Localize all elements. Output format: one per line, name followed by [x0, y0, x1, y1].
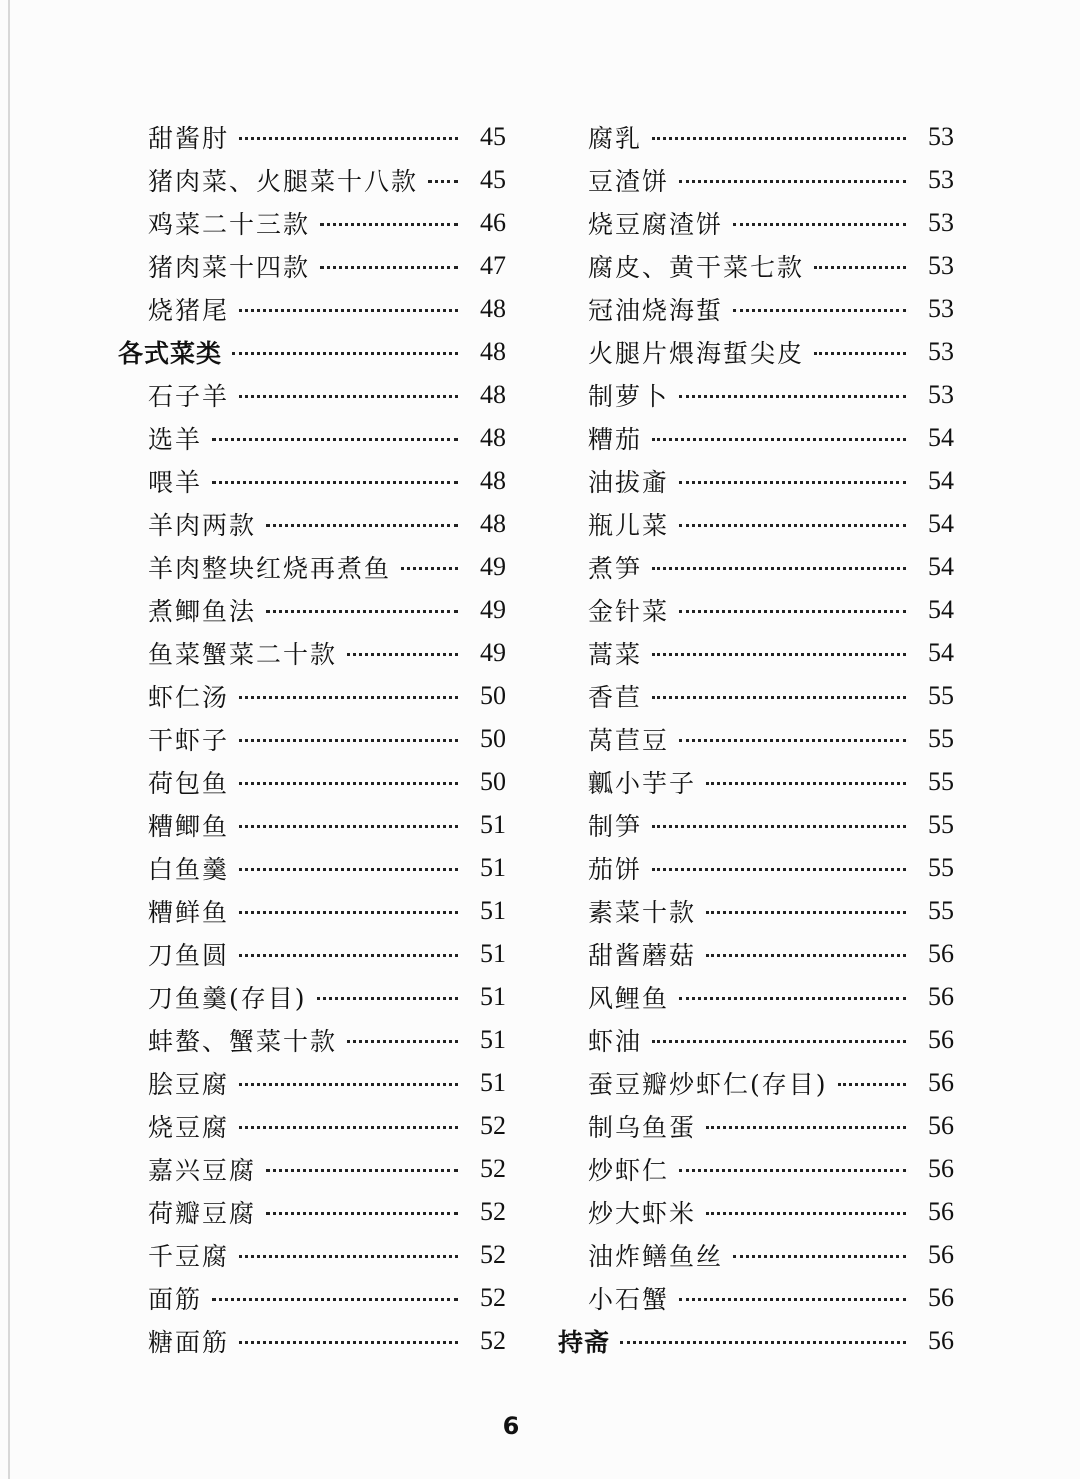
dot-leader	[266, 1169, 458, 1172]
toc-entry-page: 48	[480, 465, 506, 495]
toc-entry-title: 猪肉菜、火腿菜十八款	[148, 166, 419, 196]
dot-leader	[212, 481, 458, 484]
toc-entry-title: 千豆腐	[148, 1241, 230, 1271]
toc-entry-page: 52	[480, 1325, 506, 1355]
toc-entry-page: 51	[480, 938, 506, 968]
toc-entry-page: 52	[480, 1196, 506, 1226]
toc-entry-title: 鸡菜二十三款	[148, 209, 311, 239]
toc-entry-title: 虾仁汤	[148, 682, 230, 712]
toc-entry-page: 55	[928, 766, 954, 796]
dot-leader	[679, 997, 906, 1000]
toc-entry[interactable]	[558, 244, 954, 287]
toc-entry-page: 50	[480, 766, 506, 796]
toc-entry-title: 制萝卜	[588, 381, 670, 411]
toc-entry[interactable]	[118, 1319, 506, 1362]
toc-entry-page: 51	[480, 895, 506, 925]
dot-leader	[239, 954, 458, 957]
toc-entry[interactable]	[118, 889, 506, 932]
toc-entry[interactable]	[118, 1190, 506, 1233]
dot-leader	[679, 481, 906, 484]
toc-entry-title: 瓤小芋子	[588, 768, 697, 798]
toc-entry-title: 猪肉菜十四款	[148, 252, 311, 282]
toc-entry[interactable]	[118, 201, 506, 244]
toc-entry-page: 48	[480, 293, 506, 323]
dot-leader	[679, 739, 906, 742]
dot-leader	[239, 825, 458, 828]
toc-entry-title: 素菜十款	[588, 897, 697, 927]
toc-entry[interactable]	[118, 115, 506, 158]
toc-right-column	[558, 115, 954, 1362]
toc-entry-title: 瓶儿菜	[588, 510, 670, 540]
toc-entry-page: 52	[480, 1153, 506, 1183]
dot-leader	[239, 868, 458, 871]
dot-leader	[733, 309, 906, 312]
toc-entry-title: 蚌螯、蟹菜十款	[148, 1026, 338, 1056]
toc-entry-title: 腐皮、黄干菜七款	[588, 252, 805, 282]
dot-leader	[266, 610, 458, 613]
dot-leader	[239, 137, 458, 140]
dot-leader	[239, 1126, 458, 1129]
toc-entry-title: 干虾子	[148, 725, 230, 755]
dot-leader	[652, 438, 906, 441]
toc-entry-page: 56	[928, 1110, 954, 1140]
toc-entry[interactable]	[558, 115, 954, 158]
toc-entry-page: 48	[480, 336, 506, 366]
dot-leader	[652, 696, 906, 699]
dot-leader	[317, 997, 458, 1000]
toc-entry[interactable]	[558, 1104, 954, 1147]
toc-entry-title: 风鲤鱼	[588, 983, 670, 1013]
toc-entry-title: 鱼菜蟹菜二十款	[148, 639, 338, 669]
dot-leader	[679, 180, 906, 183]
toc-entry[interactable]	[118, 545, 506, 588]
toc-entry-page: 54	[928, 594, 954, 624]
toc-entry-page: 54	[928, 551, 954, 581]
toc-entry[interactable]	[118, 631, 506, 674]
toc-entry-page: 48	[480, 508, 506, 538]
toc-entry-title: 小石蟹	[588, 1284, 670, 1314]
toc-entry[interactable]	[118, 502, 506, 545]
dot-leader	[733, 223, 906, 226]
toc-entry-title: 茄饼	[588, 854, 643, 884]
toc-entry-page: 56	[928, 1153, 954, 1183]
toc-entry[interactable]	[118, 717, 506, 760]
toc-entry-page: 54	[928, 637, 954, 667]
toc-entry[interactable]	[118, 588, 506, 631]
toc-entry[interactable]	[558, 459, 954, 502]
dot-leader	[232, 352, 458, 355]
dot-leader	[212, 1298, 458, 1301]
toc-entry[interactable]	[558, 1233, 954, 1276]
toc-entry[interactable]	[558, 760, 954, 803]
dot-leader	[266, 1212, 458, 1215]
toc-entry[interactable]	[558, 674, 954, 717]
dot-leader	[239, 911, 458, 914]
dot-leader	[838, 1083, 906, 1086]
toc-entry-page: 54	[928, 422, 954, 452]
dot-leader	[652, 567, 906, 570]
toc-entry-page: 49	[480, 551, 506, 581]
toc-entry-page: 51	[480, 852, 506, 882]
toc-entry-title: 莴苣豆	[588, 725, 670, 755]
toc-entry-title: 持斋	[558, 1327, 611, 1357]
toc-entry-page: 56	[928, 1282, 954, 1312]
toc-entry[interactable]	[558, 717, 954, 760]
toc-entry-page: 55	[928, 895, 954, 925]
dot-leader	[320, 266, 458, 269]
dot-leader	[706, 782, 906, 785]
toc-entry[interactable]	[118, 760, 506, 803]
page-number: 6	[502, 1412, 520, 1440]
dot-leader	[401, 567, 458, 570]
toc-entry[interactable]	[558, 1276, 954, 1319]
toc-entry-title: 糟茄	[588, 424, 643, 454]
toc-entry-title: 脍豆腐	[148, 1069, 230, 1099]
toc-entry[interactable]	[558, 545, 954, 588]
toc-entry-title: 烧豆腐渣饼	[588, 209, 724, 239]
toc-entry[interactable]	[118, 1147, 506, 1190]
toc-entry-page: 47	[480, 250, 506, 280]
toc-entry-page: 51	[480, 981, 506, 1011]
toc-entry[interactable]	[558, 932, 954, 975]
toc-entry-title: 金针菜	[588, 596, 670, 626]
toc-entry[interactable]	[118, 287, 506, 330]
toc-entry[interactable]	[558, 631, 954, 674]
dot-leader	[706, 954, 906, 957]
dot-leader	[320, 223, 458, 226]
toc-entry[interactable]	[558, 803, 954, 846]
dot-leader	[620, 1341, 906, 1344]
toc-entry-title: 制笋	[588, 811, 643, 841]
toc-entry-title: 糟鲜鱼	[148, 897, 230, 927]
toc-entry-title: 烧豆腐	[148, 1112, 230, 1142]
toc-entry-page: 53	[928, 293, 954, 323]
dot-leader	[679, 395, 906, 398]
toc-entry[interactable]	[558, 416, 954, 459]
toc-entry[interactable]	[558, 846, 954, 889]
toc-entry-page: 50	[480, 680, 506, 710]
toc-entry-title: 选羊	[148, 424, 203, 454]
toc-entry-title: 各式菜类	[118, 338, 223, 368]
dot-leader	[239, 782, 458, 785]
toc-entry-title: 蒿菜	[588, 639, 643, 669]
toc-entry-title: 腐乳	[588, 123, 643, 153]
toc-entry-title: 石子羊	[148, 381, 230, 411]
toc-entry-page: 55	[928, 680, 954, 710]
dot-leader	[239, 1255, 458, 1258]
toc-entry-page: 53	[928, 164, 954, 194]
toc-entry-title: 煮鲫鱼法	[148, 596, 257, 626]
toc-entry-title: 羊肉两款	[148, 510, 257, 540]
toc-entry-page: 53	[928, 121, 954, 151]
toc-entry-page: 51	[480, 809, 506, 839]
toc-entry[interactable]	[118, 975, 506, 1018]
toc-entry-title: 荷包鱼	[148, 768, 230, 798]
toc-category-entry[interactable]	[558, 1319, 954, 1362]
dot-leader	[239, 739, 458, 742]
toc-entry-page: 55	[928, 723, 954, 753]
toc-entry[interactable]	[558, 330, 954, 373]
toc-entry-title: 香苣	[588, 682, 643, 712]
toc-entry-title: 制乌鱼蛋	[588, 1112, 697, 1142]
toc-entry[interactable]	[558, 889, 954, 932]
dot-leader	[212, 438, 458, 441]
dot-leader	[239, 309, 458, 312]
toc-entry[interactable]	[558, 1061, 954, 1104]
toc-entry-page: 53	[928, 336, 954, 366]
dot-leader	[239, 395, 458, 398]
toc-entry-page: 56	[928, 1196, 954, 1226]
toc-entry-page: 54	[928, 508, 954, 538]
toc-entry-title: 豆渣饼	[588, 166, 670, 196]
toc-entry-title: 油拔齑	[588, 467, 670, 497]
dot-leader	[706, 1126, 906, 1129]
dot-leader	[652, 1040, 906, 1043]
toc-entry-title: 面筋	[148, 1284, 203, 1314]
toc-entry[interactable]	[558, 373, 954, 416]
dot-leader	[347, 653, 458, 656]
toc-entry-title: 炒虾仁	[588, 1155, 670, 1185]
toc-entry[interactable]	[558, 287, 954, 330]
toc-entry-title: 冠油烧海蜇	[588, 295, 724, 325]
toc-entry[interactable]	[118, 416, 506, 459]
dot-leader	[814, 266, 906, 269]
toc-entry[interactable]	[558, 1018, 954, 1061]
toc-entry-page: 52	[480, 1239, 506, 1269]
toc-entry[interactable]	[118, 1018, 506, 1061]
toc-entry-title: 火腿片煨海蜇尖皮	[588, 338, 805, 368]
dot-leader	[679, 524, 906, 527]
toc-entry-page: 56	[928, 1239, 954, 1269]
toc-entry[interactable]	[118, 846, 506, 889]
toc-entry-title: 荷瓣豆腐	[148, 1198, 257, 1228]
toc-entry[interactable]	[118, 932, 506, 975]
toc-entry[interactable]	[558, 1147, 954, 1190]
dot-leader	[706, 911, 906, 914]
dot-leader	[706, 1212, 906, 1215]
page-edge-line	[8, 0, 10, 1479]
dot-leader	[652, 868, 906, 871]
toc-entry[interactable]	[118, 373, 506, 416]
dot-leader	[239, 1083, 458, 1086]
dot-leader	[652, 653, 906, 656]
toc-entry-title: 糖面筋	[148, 1327, 230, 1357]
toc-entry-page: 55	[928, 809, 954, 839]
toc-entry[interactable]	[118, 803, 506, 846]
dot-leader	[266, 524, 458, 527]
dot-leader	[679, 1169, 906, 1172]
dot-leader	[428, 180, 458, 183]
toc-entry-page: 56	[928, 981, 954, 1011]
toc-entry-title: 羊肉整块红烧再煮鱼	[148, 553, 392, 583]
toc-entry-title: 蚕豆瓣炒虾仁(存目)	[588, 1069, 828, 1099]
toc-entry-page: 53	[928, 207, 954, 237]
toc-entry-page: 55	[928, 852, 954, 882]
toc-entry-page: 51	[480, 1024, 506, 1054]
toc-entry-title: 甜酱肘	[148, 123, 230, 153]
toc-entry[interactable]	[558, 158, 954, 201]
toc-entry[interactable]	[558, 975, 954, 1018]
dot-leader	[239, 1341, 458, 1344]
toc-entry[interactable]	[118, 158, 506, 201]
toc-entry[interactable]	[118, 459, 506, 502]
dot-leader	[347, 1040, 458, 1043]
toc-entry[interactable]	[118, 674, 506, 717]
toc-entry-page: 52	[480, 1110, 506, 1140]
toc-entry-title: 白鱼羹	[148, 854, 230, 884]
toc-entry-page: 50	[480, 723, 506, 753]
toc-entry-page: 48	[480, 422, 506, 452]
toc-entry-title: 嘉兴豆腐	[148, 1155, 257, 1185]
toc-entry-page: 48	[480, 379, 506, 409]
toc-entry-page: 51	[480, 1067, 506, 1097]
toc-category-entry[interactable]	[118, 330, 506, 373]
toc-entry-title: 糟鲫鱼	[148, 811, 230, 841]
toc-entry-title: 炒大虾米	[588, 1198, 697, 1228]
toc-entry-page: 46	[480, 207, 506, 237]
toc-entry-page: 56	[928, 938, 954, 968]
toc-entry[interactable]	[558, 588, 954, 631]
toc-entry-page: 53	[928, 250, 954, 280]
toc-entry-title: 虾油	[588, 1026, 643, 1056]
dot-leader	[814, 352, 906, 355]
toc-entry-page: 56	[928, 1325, 954, 1355]
dot-leader	[652, 137, 906, 140]
toc-entry[interactable]	[118, 1104, 506, 1147]
toc-entry[interactable]	[558, 201, 954, 244]
toc-entry-title: 烧猪尾	[148, 295, 230, 325]
toc-entry-title: 喂羊	[148, 467, 203, 497]
toc-entry[interactable]	[558, 502, 954, 545]
dot-leader	[679, 1298, 906, 1301]
toc-entry-page: 53	[928, 379, 954, 409]
toc-entry[interactable]	[118, 1233, 506, 1276]
toc-entry-title: 油炸鳝鱼丝	[588, 1241, 724, 1271]
toc-entry-title: 煮笋	[588, 553, 643, 583]
toc-entry-page: 56	[928, 1024, 954, 1054]
toc-entry[interactable]	[118, 1276, 506, 1319]
toc-entry[interactable]	[118, 244, 506, 287]
toc-entry-page: 49	[480, 637, 506, 667]
toc-entry-page: 49	[480, 594, 506, 624]
toc-entry-title: 甜酱蘑菇	[588, 940, 697, 970]
dot-leader	[652, 825, 906, 828]
toc-entry[interactable]	[558, 1190, 954, 1233]
toc-entry-page: 45	[480, 121, 506, 151]
toc-entry-title: 刀鱼圆	[148, 940, 230, 970]
dot-leader	[733, 1255, 906, 1258]
dot-leader	[239, 696, 458, 699]
toc-entry-page: 56	[928, 1067, 954, 1097]
toc-entry-page: 45	[480, 164, 506, 194]
dot-leader	[679, 610, 906, 613]
toc-entry-title: 刀鱼羹(存目)	[148, 983, 307, 1013]
toc-entry[interactable]	[118, 1061, 506, 1104]
toc-left-column	[118, 115, 506, 1362]
toc-entry-page: 54	[928, 465, 954, 495]
toc-entry-page: 52	[480, 1282, 506, 1312]
